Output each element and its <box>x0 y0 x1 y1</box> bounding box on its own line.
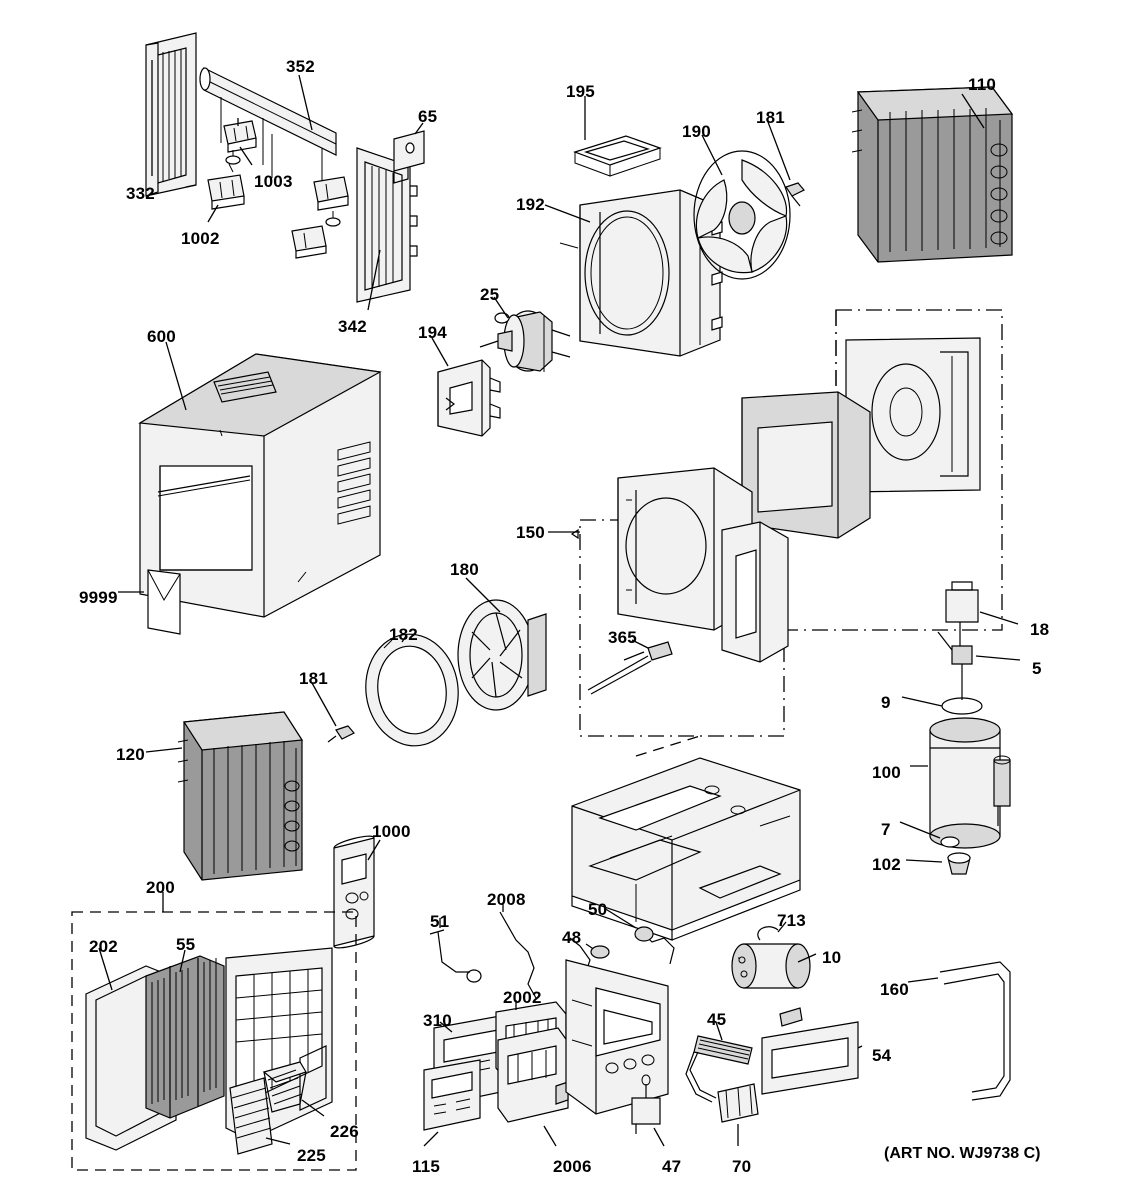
callout-181-blower: 181 <box>299 669 328 688</box>
part-5-valve <box>938 632 1020 664</box>
part-54-display-bezel <box>762 1008 862 1094</box>
callout-180: 180 <box>450 560 479 579</box>
part-55-filter <box>146 950 224 1118</box>
callout-332: 332 <box>126 184 155 203</box>
callout-352: 352 <box>286 57 315 76</box>
callout-70: 70 <box>732 1157 752 1176</box>
callout-2006: 2006 <box>553 1157 592 1176</box>
callout-55: 55 <box>176 935 196 954</box>
callout-100: 100 <box>872 763 901 782</box>
callout-110: 110 <box>968 75 997 94</box>
part-1002-bracket <box>208 150 244 222</box>
part-194-motor-bracket <box>432 338 500 436</box>
part-190-fan-blade <box>694 135 790 279</box>
callout-1000: 1000 <box>372 822 411 841</box>
callout-54: 54 <box>872 1046 892 1065</box>
callout-2002: 2002 <box>503 988 542 1007</box>
part-192-fan-shroud <box>545 190 722 356</box>
callout-310: 310 <box>423 1011 452 1030</box>
callout-48: 48 <box>562 928 582 947</box>
callout-160: 160 <box>880 980 909 999</box>
part-100-compressor <box>910 718 1010 848</box>
callout-7: 7 <box>881 820 891 839</box>
callout-25: 25 <box>480 285 500 304</box>
part-2008-wire <box>500 902 536 998</box>
callout-194: 194 <box>418 323 447 342</box>
callout-181-top: 181 <box>756 108 785 127</box>
part-180-blower-wheel <box>458 578 546 710</box>
callout-9999: 9999 <box>79 588 118 607</box>
callout-202: 202 <box>89 937 118 956</box>
callout-200: 200 <box>146 878 175 897</box>
callout-102: 102 <box>872 855 901 874</box>
part-120-evaporator-coil <box>146 712 302 880</box>
part-10-capacitor <box>732 944 816 988</box>
callout-342: 342 <box>338 317 367 336</box>
callout-47: 47 <box>662 1157 682 1176</box>
callout-1003: 1003 <box>254 172 293 191</box>
callout-182: 182 <box>389 625 418 644</box>
part-182-shroud-ring <box>359 628 466 752</box>
part-150-chassis <box>548 338 980 662</box>
callout-190: 190 <box>682 122 711 141</box>
callout-225: 225 <box>297 1146 326 1165</box>
part-181-fastener-blower <box>312 683 354 742</box>
callout-9: 9 <box>881 693 891 712</box>
part-25-fan-motor <box>480 297 570 372</box>
callout-226: 226 <box>330 1122 359 1141</box>
part-9999-literature <box>118 570 180 634</box>
part-18-receiver <box>946 582 1018 646</box>
callout-65: 65 <box>418 107 438 126</box>
part-365-drain-tube <box>588 640 672 694</box>
callout-45: 45 <box>707 1010 727 1029</box>
part-70-connector <box>718 1084 758 1146</box>
callout-192: 192 <box>516 195 545 214</box>
callout-1002: 1002 <box>181 229 220 248</box>
art-number-label: (ART NO. WJ9738 C) <box>884 1145 1041 1162</box>
callout-365: 365 <box>608 628 637 647</box>
callout-51: 51 <box>430 912 450 931</box>
part-2006-switch-assembly <box>498 1028 568 1146</box>
part-102-base-grommet <box>906 853 970 874</box>
callout-120: 120 <box>116 745 145 764</box>
callout-150: 150 <box>516 523 545 542</box>
part-110-condenser-coil <box>852 87 1012 262</box>
part-115-keypad <box>424 1060 480 1146</box>
callout-713: 713 <box>777 911 806 930</box>
callout-195: 195 <box>566 82 595 101</box>
callout-600: 600 <box>147 327 176 346</box>
callout-18: 18 <box>1030 620 1050 639</box>
callout-10: 10 <box>822 948 842 967</box>
callout-2008: 2008 <box>487 890 526 909</box>
part-control-panel-housing <box>566 960 668 1114</box>
part-332-side-curtain <box>146 33 196 196</box>
part-195-cover <box>575 96 660 176</box>
part-9-gasket <box>902 664 982 714</box>
callout-5: 5 <box>1032 659 1042 678</box>
part-1000-remote-control <box>334 836 380 948</box>
part-160-drain-hose <box>908 962 1010 1100</box>
callout-115: 115 <box>412 1157 441 1176</box>
callout-50: 50 <box>588 900 608 919</box>
